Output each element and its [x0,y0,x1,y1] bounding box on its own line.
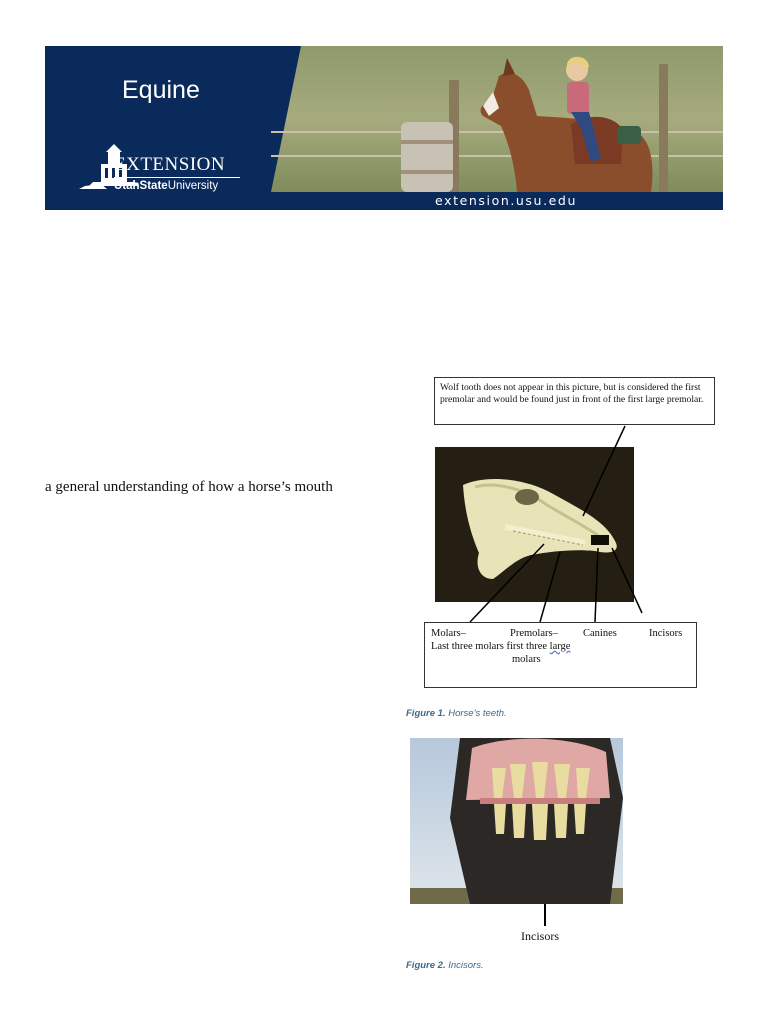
body-paragraph: a general understanding of how a horse’s mouth [45,479,333,495]
wolf-tooth-callout: Wolf tooth does not appear in this picture, but is considered the first premolar and would be found just in front of the first large premolar. [434,377,715,425]
logo-extension-text: EXTENSION [114,154,226,175]
label-premolars: Premolars– [510,628,558,639]
horse-skull-photo [435,447,634,602]
banner-url: extension.usu.edu [435,193,577,208]
label-molars-desc: Last three molars first three large [431,641,571,652]
figure2-incisors-label: Incisors [521,929,559,943]
label-premolars-desc: molars [512,654,541,665]
girl-on-horse-photo [271,46,723,192]
header-banner [45,46,723,210]
label-molars: Molars– [431,628,466,639]
logo-rule [114,177,240,178]
logo-university-text: UtahStateUniversity [114,180,219,192]
banner-title: Equine [122,76,200,104]
label-canines: Canines [583,628,617,639]
label-incisors: Incisors [649,628,683,639]
horse-incisors-photo [410,738,623,904]
figure1-caption: Figure 1. Horse’s teeth. [406,708,507,719]
figure2-caption: Figure 2. Incisors. [406,960,484,971]
